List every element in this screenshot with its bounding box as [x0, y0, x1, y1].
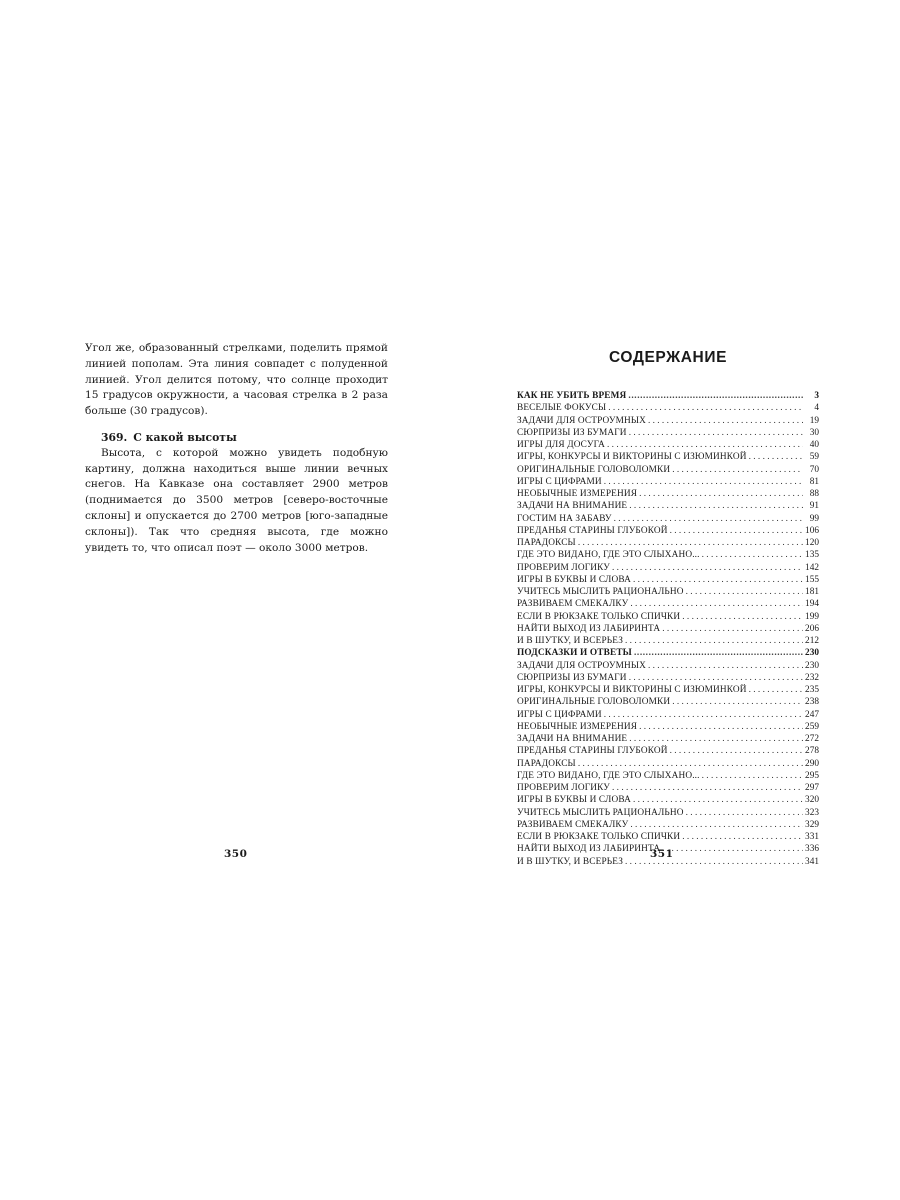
toc-entry — [517, 525, 819, 537]
toc-entry-page: 106 — [805, 525, 819, 536]
toc-entry-label: ПРЕДАНЬЯ СТАРИНЫ ГЛУБОКОЙ — [517, 746, 668, 757]
toc-dot-leader — [612, 782, 803, 794]
toc-entry-label: РАЗВИВАЕМ СМЕКАЛКУ — [517, 599, 629, 610]
toc-entry — [517, 549, 819, 561]
toc-dot-leader — [682, 831, 803, 843]
toc-entry-label: ПРЕДАНЬЯ СТАРИНЫ ГЛУБОКОЙ — [517, 525, 668, 536]
toc-entry-page: 278 — [805, 746, 819, 757]
toc-dot-leader — [672, 696, 803, 708]
toc-dot-leader — [633, 574, 803, 586]
toc-dot-leader — [639, 488, 803, 500]
toc-entry-page: 3 — [814, 391, 819, 401]
toc-dot-leader — [662, 623, 803, 635]
toc-dot-leader — [682, 611, 803, 623]
toc-dot-leader — [629, 672, 803, 684]
page-number-left: 350 — [224, 848, 248, 860]
toc-dot-leader — [578, 537, 803, 549]
toc-entry-label: ГДЕ ЭТО ВИДАНО, ГДЕ ЭТО СЛЫХАНО... — [517, 770, 700, 781]
toc-entry-page: 99 — [809, 513, 819, 524]
toc-entry-label: ЗАДАЧИ ДЛЯ ОСТРОУМНЫХ — [517, 415, 646, 426]
toc-entry — [517, 745, 819, 757]
toc-entry-page: 155 — [805, 574, 819, 585]
toc-entry-page: 295 — [805, 770, 819, 781]
toc-entry — [517, 721, 819, 733]
toc-entry-label: ГДЕ ЭТО ВИДАНО, ГДЕ ЭТО СЛЫХАНО... — [517, 550, 700, 561]
toc-dot-leader — [749, 451, 803, 463]
toc-dot-leader — [630, 598, 803, 610]
toc-entry-page: 70 — [809, 464, 819, 475]
toc-entry-page: 341 — [805, 856, 819, 867]
toc-dot-leader — [633, 794, 803, 806]
toc-entry — [517, 794, 819, 806]
toc-dot-leader — [629, 427, 803, 439]
toc-entry — [517, 831, 819, 843]
toc-entry-page: 247 — [805, 709, 819, 720]
problem-number: 369. — [101, 430, 128, 444]
toc-entry-page: 88 — [809, 489, 819, 499]
toc-entry — [517, 819, 819, 831]
toc-entry-page: 206 — [805, 623, 819, 634]
toc-entry — [517, 476, 819, 488]
toc-title: СОДЕРЖАНИЕ — [608, 349, 728, 366]
toc-entry-page: 212 — [805, 636, 819, 646]
toc-entry-page: 230 — [805, 648, 819, 659]
toc-entry — [517, 513, 819, 525]
toc-entry — [517, 672, 819, 684]
toc-entry-label: УЧИТЕСЬ МЫСЛИТЬ РАЦИОНАЛЬНО — [517, 587, 684, 597]
toc-entry-label: ЗАДАЧИ НА ВНИМАНИЕ — [517, 501, 628, 512]
toc-entry-page: 235 — [805, 685, 819, 695]
toc-entry-page: 40 — [809, 440, 819, 450]
toc-dot-leader — [702, 770, 803, 782]
toc-entry-label: СЮРПРИЗЫ ИЗ БУМАГИ — [517, 672, 627, 683]
toc-entry — [517, 635, 819, 647]
toc-dot-leader — [628, 390, 803, 402]
toc-entry — [517, 684, 819, 696]
continuation-paragraph: Угол же, образованный стрелками, поделить прямой линией пополам. Эта линия совпадет с полуденной линией. Угол делится потому, что солнце проходит 15 градусов окружности, а часовая стрелка в 2 раза больше (30 градусов). — [85, 342, 388, 418]
toc-entry-label: ЕСЛИ В РЮКЗАКЕ ТОЛЬКО СПИЧКИ — [517, 611, 681, 622]
problem-title: С какой высоты — [133, 430, 237, 444]
toc-entry-label: ИГРЫ С ЦИФРАМИ — [517, 476, 602, 487]
toc-entry-label: ОРИГИНАЛЬНЫЕ ГОЛОВОЛОМКИ — [517, 697, 671, 708]
toc-entry-page: 259 — [805, 721, 819, 732]
toc-entry-page: 238 — [805, 697, 819, 708]
toc-entry-page: 232 — [805, 672, 819, 683]
toc-dot-leader — [612, 562, 803, 574]
toc-entry-page: 30 — [809, 427, 819, 438]
toc-entry — [517, 782, 819, 794]
toc-entry-label: ИГРЫ В БУКВЫ И СЛОВА — [517, 574, 631, 585]
toc-dot-leader — [608, 402, 803, 414]
toc-entry-label: ИГРЫ, КОНКУРСЫ И ВИКТОРИНЫ С ИЗЮМИНКОЙ — [517, 452, 747, 463]
toc-entry — [517, 758, 819, 770]
toc-dot-leader — [670, 745, 803, 757]
toc-entry — [517, 537, 819, 549]
toc-entry — [517, 574, 819, 586]
page-number-right: 351 — [650, 848, 674, 860]
toc-entry — [517, 488, 819, 500]
toc-entry — [517, 807, 819, 819]
toc-entry-label: И В ШУТКУ, И ВСЕРЬЕЗ — [517, 856, 624, 867]
toc-dot-leader — [625, 635, 803, 647]
toc-entry — [517, 770, 819, 782]
table-of-contents — [517, 390, 819, 868]
toc-entry-label: ПАРАДОКСЫ — [517, 538, 576, 548]
toc-entry — [517, 586, 819, 598]
toc-dot-leader — [686, 586, 803, 598]
problem-heading — [85, 430, 388, 446]
toc-entry-page: 329 — [805, 819, 819, 830]
toc-entry-page: 59 — [809, 452, 819, 463]
toc-dot-leader — [686, 807, 803, 819]
toc-entry-label: УЧИТЕСЬ МЫСЛИТЬ РАЦИОНАЛЬНО — [517, 807, 684, 818]
toc-entry-page: 199 — [805, 611, 819, 622]
toc-entry-label: ЗАДАЧИ ДЛЯ ОСТРОУМНЫХ — [517, 660, 646, 671]
toc-entry-page: 194 — [805, 599, 819, 610]
toc-dot-leader — [670, 525, 803, 537]
toc-entry-label: НАЙТИ ВЫХОД ИЗ ЛАБИРИНТА — [517, 844, 661, 855]
toc-dot-leader — [578, 758, 803, 770]
toc-entry — [517, 427, 819, 439]
toc-entry-page: 336 — [805, 844, 819, 855]
toc-entry-label: ГОСТИМ НА ЗАБАВУ — [517, 513, 612, 524]
toc-entry-page: 181 — [805, 587, 819, 597]
toc-entry — [517, 562, 819, 574]
toc-dot-leader — [614, 513, 803, 525]
toc-entry — [517, 451, 819, 463]
toc-dot-leader — [672, 464, 803, 476]
toc-dot-leader — [604, 709, 803, 721]
toc-entry-label: ИГРЫ ДЛЯ ДОСУГА — [517, 440, 606, 450]
toc-entry-page: 323 — [805, 807, 819, 818]
toc-entry — [517, 415, 819, 427]
toc-entry-label: НЕОБЫЧНЫЕ ИЗМЕРЕНИЯ — [517, 721, 638, 732]
toc-entry-page: 81 — [809, 476, 819, 487]
toc-entry-label: ВЕСЕЛЫЕ ФОКУСЫ — [517, 403, 607, 414]
toc-entry — [517, 696, 819, 708]
toc-entry-label: ПАРАДОКСЫ — [517, 758, 576, 769]
toc-dot-leader — [630, 819, 803, 831]
toc-section-entry — [517, 647, 819, 659]
toc-entry — [517, 464, 819, 476]
toc-entry — [517, 660, 819, 672]
toc-entry-label: ЕСЛИ В РЮКЗАКЕ ТОЛЬКО СПИЧКИ — [517, 832, 681, 842]
toc-dot-leader — [629, 733, 803, 745]
toc-entry-label: ПРОВЕРИМ ЛОГИКУ — [517, 783, 611, 793]
toc-entry-label: ОРИГИНАЛЬНЫЕ ГОЛОВОЛОМКИ — [517, 464, 671, 475]
toc-entry-label: ЗАДАЧИ НА ВНИМАНИЕ — [517, 734, 628, 744]
toc-entry-label: РАЗВИВАЕМ СМЕКАЛКУ — [517, 819, 629, 830]
toc-entry-label: ИГРЫ, КОНКУРСЫ И ВИКТОРИНЫ С ИЗЮМИНКОЙ — [517, 685, 747, 695]
toc-entry — [517, 611, 819, 623]
toc-entry-page: 320 — [805, 795, 819, 806]
toc-dot-leader — [702, 549, 803, 561]
toc-entry — [517, 500, 819, 512]
toc-dot-leader — [607, 439, 803, 451]
toc-entry-page: 272 — [805, 734, 819, 744]
toc-entry-label: НЕОБЫЧНЫЕ ИЗМЕРЕНИЯ — [517, 489, 638, 499]
toc-dot-leader — [604, 476, 803, 488]
toc-entry-page: 19 — [809, 415, 819, 426]
toc-entry-page: 290 — [805, 758, 819, 769]
toc-entry-label: ПОДСКАЗКИ И ОТВЕТЫ — [517, 648, 632, 659]
toc-dot-leader — [662, 843, 803, 855]
toc-entry — [517, 439, 819, 451]
toc-dot-leader — [648, 660, 803, 672]
toc-entry — [517, 709, 819, 721]
toc-entry — [517, 598, 819, 610]
toc-dot-leader — [639, 721, 803, 733]
toc-dot-leader — [648, 415, 803, 427]
toc-dot-leader — [749, 684, 803, 696]
toc-section-entry — [517, 390, 819, 402]
toc-dot-leader — [634, 647, 803, 659]
answer-text-block — [85, 341, 388, 556]
toc-entry-label: ПРОВЕРИМ ЛОГИКУ — [517, 562, 611, 573]
toc-entry — [517, 402, 819, 414]
toc-entry-label: И В ШУТКУ, И ВСЕРЬЕЗ — [517, 636, 624, 646]
toc-entry-page: 135 — [805, 550, 819, 561]
toc-entry-page: 4 — [814, 403, 819, 414]
problem-answer-paragraph: Высота, с которой можно увидеть подобную картину, должна находиться выше линии вечных снегов. На Кавказе она составляет 2900 метров (поднимается до 3500 метров [северо-восточные склоны] и опускается до 2700 метров [юго-западные склоны]). Так что средняя высота, где можно увидеть то, что описал поэт — около 3000 метров. — [85, 446, 388, 554]
toc-dot-leader — [629, 500, 803, 512]
toc-entry-label: СЮРПРИЗЫ ИЗ БУМАГИ — [517, 427, 627, 438]
toc-entry-label: КАК НЕ УБИТЬ ВРЕМЯ — [517, 391, 627, 401]
toc-entry-page: 142 — [805, 562, 819, 573]
toc-entry — [517, 623, 819, 635]
toc-entry-page: 120 — [805, 538, 819, 548]
toc-entry — [517, 733, 819, 745]
toc-entry-label: НАЙТИ ВЫХОД ИЗ ЛАБИРИНТА — [517, 623, 661, 634]
toc-entry-label: ИГРЫ В БУКВЫ И СЛОВА — [517, 795, 631, 806]
toc-entry-label: ИГРЫ С ЦИФРАМИ — [517, 709, 602, 720]
toc-entry-page: 331 — [805, 832, 819, 842]
toc-entry-page: 230 — [805, 660, 819, 671]
toc-entry-page: 91 — [809, 501, 819, 512]
toc-entry-page: 297 — [805, 783, 819, 793]
